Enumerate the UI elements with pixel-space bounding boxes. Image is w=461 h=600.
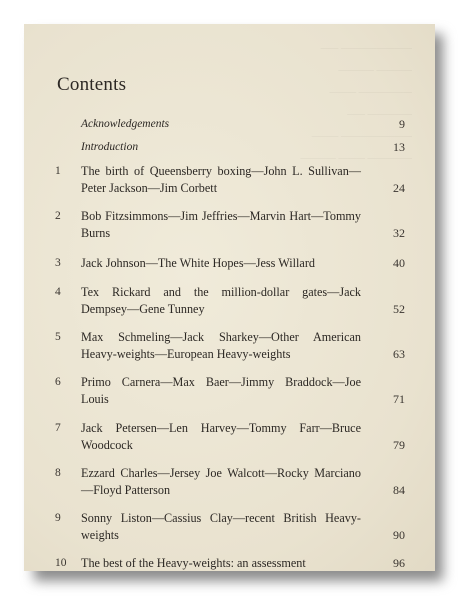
chapter-number: 10 <box>55 557 67 569</box>
page-number: 90 <box>393 528 405 542</box>
chapter-number: 3 <box>55 257 61 269</box>
chapter-title: The best of the Heavy-weights: an assessment <box>81 556 306 570</box>
chapter-number: 2 <box>55 210 61 222</box>
page-number: 84 <box>393 483 405 497</box>
chapter-number: 7 <box>55 422 61 434</box>
chapter-title: Introduction <box>81 141 139 153</box>
toc-entry <box>55 163 405 197</box>
book-page <box>24 24 435 571</box>
toc-entry <box>55 284 405 318</box>
toc-entry <box>55 465 405 499</box>
toc-entry <box>55 510 405 544</box>
toc-entry <box>55 139 405 156</box>
chapter-title: Sonny Liston—Cassius Clay—recent British Heavy-weights <box>81 511 361 542</box>
chapter-title: Tex Rickard and the million-dollar gates—Jack Dempsey—Gene Tunney <box>81 285 361 316</box>
page-number: 96 <box>393 556 405 570</box>
chapter-number: 6 <box>55 376 61 388</box>
chapter-title: Jack Johnson—The White Hopes—Jess Willard <box>81 256 315 270</box>
page-number: 13 <box>393 140 405 154</box>
toc-entry <box>55 420 405 454</box>
toc-entry <box>55 374 405 408</box>
chapter-title: Jack Petersen—Len Harvey—Tommy Farr—Bruce Woodcock <box>81 421 361 452</box>
toc-entry <box>55 555 405 572</box>
page-number: 9 <box>399 117 405 131</box>
chapter-number <box>55 139 81 156</box>
page-number: 63 <box>393 347 405 361</box>
chapter-number: 4 <box>55 286 61 298</box>
toc-entry <box>55 329 405 363</box>
chapter-title: The birth of Queensberry boxing—John L. Sullivan—Peter Jackson—Jim Corbett <box>81 164 361 195</box>
toc-entry <box>55 255 405 272</box>
chapter-title: Ezzard Charles—Jersey Joe Walcott—Rocky Marciano—Floyd Patterson <box>81 466 361 497</box>
chapter-title: Primo Carnera—Max Baer—Jimmy Braddock—Joe Louis <box>81 375 361 406</box>
page-number: 32 <box>393 226 405 240</box>
chapter-title: Bob Fitzsimmons—Jim Jeffries—Marvin Hart—Tommy Burns <box>81 209 361 240</box>
table-of-contents <box>55 116 405 572</box>
show-through-text: ———————— —— ———— ———— —————— ——— ————— —— ———————— ——— ————— ——— ———— <box>300 43 412 164</box>
chapter-title: Max Schmeling—Jack Sharkey—Other American Heavy-weights—European Heavy-weights <box>81 330 361 361</box>
page-number: 79 <box>393 438 405 452</box>
chapter-title: Acknowledgements <box>81 118 170 130</box>
chapter-number: 9 <box>55 512 61 524</box>
toc-entry <box>55 116 405 133</box>
page-number: 71 <box>393 392 405 406</box>
page-number: 24 <box>393 181 405 195</box>
chapter-number: 8 <box>55 467 61 479</box>
toc-entry <box>55 208 405 242</box>
chapter-number <box>55 116 81 133</box>
chapter-number: 5 <box>55 331 61 343</box>
page-number: 52 <box>393 302 405 316</box>
chapter-number: 1 <box>55 165 61 177</box>
page-number: 40 <box>393 256 405 270</box>
contents-title: Contents <box>57 73 127 95</box>
